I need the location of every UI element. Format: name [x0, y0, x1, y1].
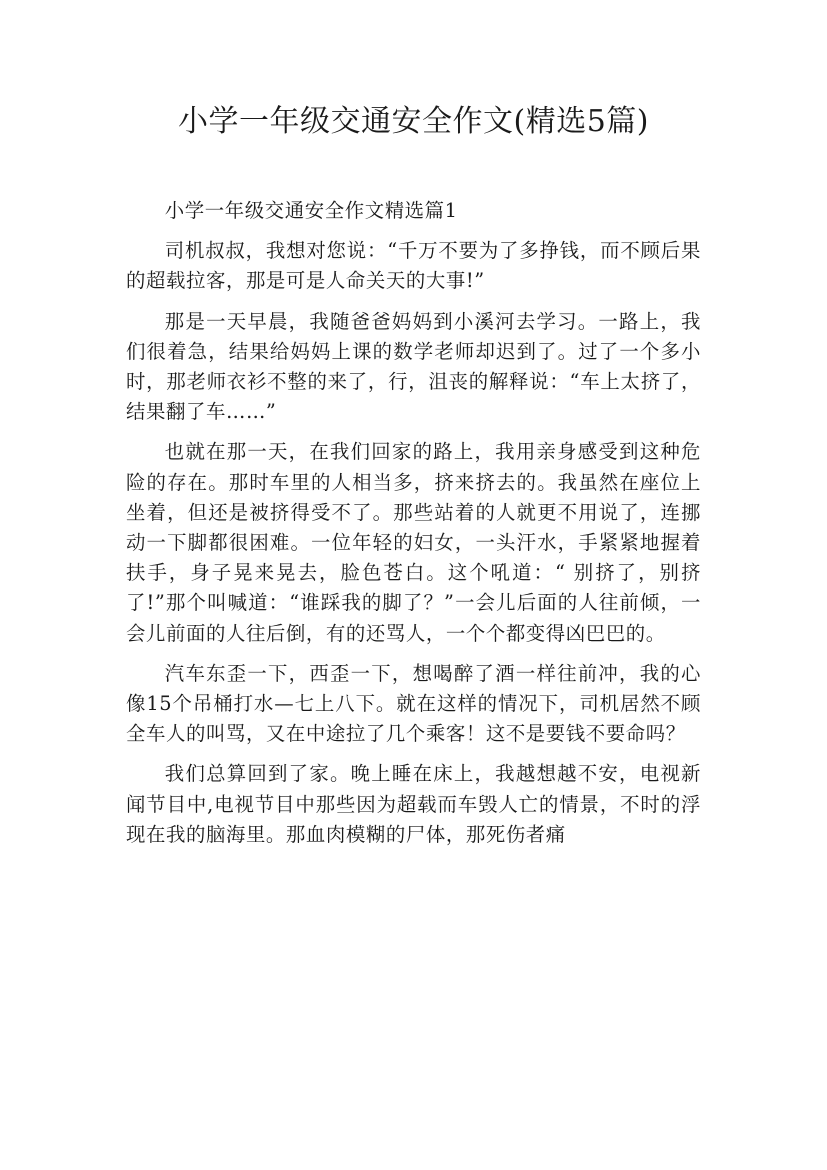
paragraph-4: 汽车东歪一下，西歪一下，想喝醉了酒一样往前冲，我的心像15个吊桶打水—七上八下。就在这样的情况下，司机居然不顾全车人的叫骂，又在中途拉了几个乘客！这不是要钱不要命吗？	[126, 661, 701, 746]
document-body	[126, 196, 701, 850]
paragraph-3: 也就在那一天，在我们回家的路上，我用亲身感受到这种危险的存在。那时车里的人相当多，挤来挤去的。我虽然在座位上坐着，但还是被挤得受不了。那些站着的人就更不用说了，连挪动一下脚都很困难。一位年轻的妇女，一头汗水，手紧紧地握着扶手，身子晃来晃去，脸色苍白。这个吼道：“ 别挤了，别挤了!”那个叫喊道：“谁踩我的脚了？”一会儿后面的人往前倾，一会儿前面的人往后倒，有的还骂人，一个个都变得凶巴巴的。	[126, 440, 701, 645]
paragraph-1: 司机叔叔，我想对您说：“千万不要为了多挣钱，而不顾后果的超载拉客，那是可是人命关天的大事!”	[126, 239, 701, 293]
section-heading: 小学一年级交通安全作文精选篇1	[164, 199, 458, 222]
paragraph-5: 我们总算回到了家。晚上睡在床上，我越想越不安，电视新闻节目中,电视节目中那些因为超载而车毁人亡的情景，不时的浮现在我的脑海里。那血肉模糊的尸体，那死伤者痛	[126, 762, 701, 846]
paragraph-2: 那是一天早晨，我随爸爸妈妈到小溪河去学习。一路上，我们很着急，结果给妈妈上课的数学老师却迟到了。过了一个多小时，那老师衣衫不整的来了，行，沮丧的解释说：“车上太挤了，结果翻了车……”	[126, 309, 701, 424]
document-title: 小学一年级交通安全作文(精选5篇)	[178, 104, 649, 139]
